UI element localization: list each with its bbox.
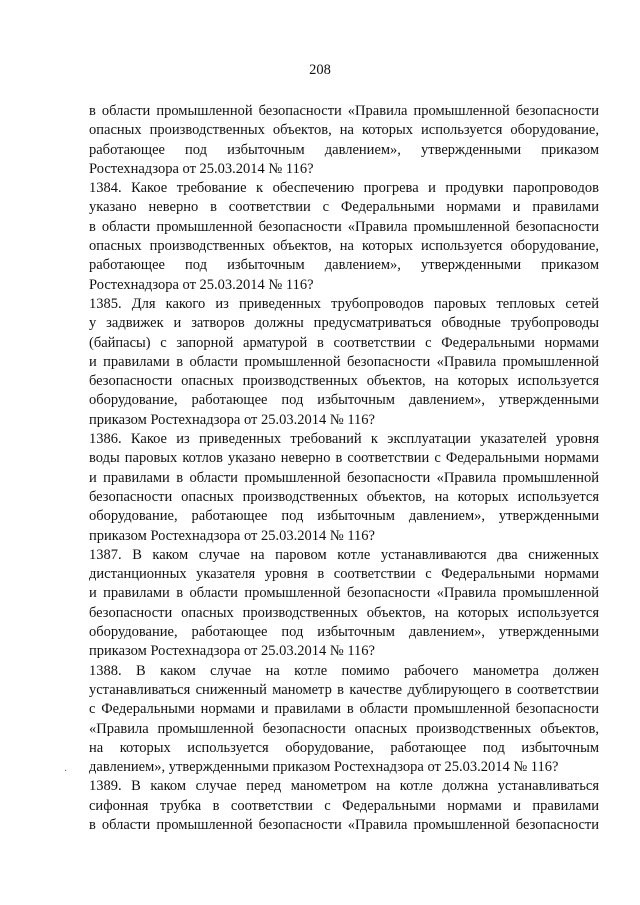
question-1385-line: 1385. Для какого из приведенных трубопроводов паровых тепловых сетей [89, 295, 599, 312]
text-line: Ростехнадзора от 25.03.2014 № 116? [89, 160, 314, 177]
text-line: безопасности опасных производственных объектов, на которых используется [89, 604, 599, 621]
question-1387-line: 1387. В каком случае на паровом котле устанавливаются два сниженных [89, 546, 599, 563]
text-line: в области промышленной безопасности «Правила промышленной безопасности [89, 816, 599, 833]
text-line: в области промышленной безопасности «Правила промышленной безопасности [89, 103, 599, 119]
text-line: у задвижек и затворов должны предусматриваться обводные трубопроводы [89, 315, 599, 332]
text-line: «Правила промышленной безопасности опасных производственных объектов, [89, 720, 599, 737]
text-line: оборудование, работающее под избыточным давлением», утвержденными [89, 392, 599, 409]
text-line: опасных производственных объектов, на которых используется оборудование, [89, 122, 599, 139]
text-line: сифонная трубка в соответствии с Федеральными нормами и правилами [89, 797, 599, 814]
text-line: на которых используется оборудование, работающее под избыточным [89, 739, 599, 756]
text-line: (байпасы) с запорной арматурой в соответствии с Федеральными нормами [89, 334, 599, 351]
text-line: устанавливаться сниженный манометр в качестве дублирующего в соответствии [89, 681, 599, 698]
text-line: опасных производственных объектов, на которых используется оборудование, [89, 238, 599, 255]
text-line: и правилами в области промышленной безопасности «Правила промышленной [89, 585, 599, 602]
text-line: и правилами в области промышленной безопасности «Правила промышленной [89, 353, 599, 370]
text-line: воды паровых котлов указано неверно в соответствии с Федеральными нормами [89, 450, 599, 467]
text-line: дистанционных указателя уровня в соответствии с Федеральными нормами [89, 566, 599, 583]
question-1386-line: 1386. Какое из приведенных требований к эксплуатации указателей уровня [89, 431, 599, 448]
text-line: с Федеральными нормами и правилами в области промышленной безопасности [89, 701, 599, 718]
text-line: Ростехнадзора от 25.03.2014 № 116? [89, 276, 314, 293]
text-line: указано неверно в соответствии с Федеральными нормами и правилами [89, 199, 599, 216]
text-line: оборудование, работающее под избыточным давлением», утвержденными [89, 624, 599, 641]
document-body [89, 102, 599, 835]
text-line: работающее под избыточным давлением», утвержденными приказом [89, 257, 599, 274]
text-line: работающее под избыточным давлением», утвержденными приказом [89, 141, 599, 158]
page-number: 208 [309, 62, 331, 78]
text-line: и правилами в области промышленной безопасности «Правила промышленной [89, 469, 599, 486]
text-line: приказом Ростехнадзора от 25.03.2014 № 116? [89, 527, 375, 544]
question-1384-line: 1384. Какое требование к обеспечению прогрева и продувки паропроводов [89, 180, 599, 197]
text-line: приказом Ростехнадзора от 25.03.2014 № 116? [89, 411, 375, 428]
question-1389-line: 1389. В каком случае перед манометром на котле должна устанавливаться [89, 778, 599, 795]
question-1388-line: 1388. В каком случае на котле помимо рабочего манометра должен [89, 662, 599, 679]
text-line: давлением», утвержденными приказом Ростехнадзора от 25.03.2014 № 116? [89, 759, 559, 776]
text-line: безопасности опасных производственных объектов, на которых используется [89, 488, 599, 505]
text-line: безопасности опасных производственных объектов, на которых используется [89, 373, 599, 390]
text-line: приказом Ростехнадзора от 25.03.2014 № 116? [89, 643, 375, 660]
text-line: в области промышленной безопасности «Правила промышленной безопасности [89, 218, 599, 235]
text-line: оборудование, работающее под избыточным давлением», утвержденными [89, 508, 599, 525]
scan-speck: · [64, 766, 68, 777]
